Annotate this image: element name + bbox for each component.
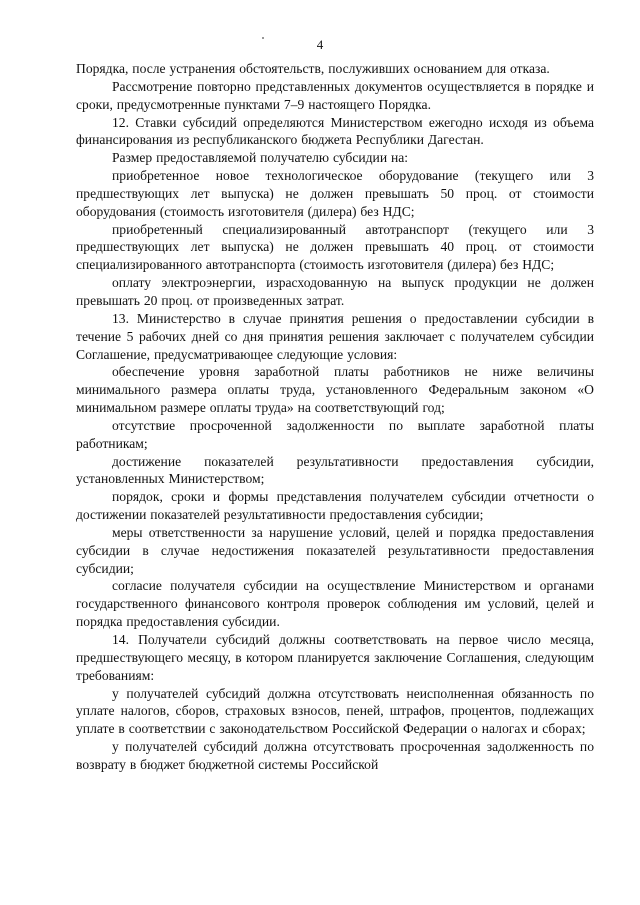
paragraph: обеспечение уровня заработной платы работников не ниже величины минимального размера оплаты труда, установленного Федеральным законом «О минимальном размере оплаты труда» на соответствующий год; bbox=[76, 364, 594, 416]
paragraph: Порядка, после устранения обстоятельств, послуживших основанием для отказа. bbox=[76, 61, 550, 76]
paragraph: 12. Ставки субсидий определяются Министерством ежегодно исходя из объема финансирования из республиканского бюджета Республики Дагестан. bbox=[76, 114, 594, 148]
document-body bbox=[76, 60, 594, 774]
paragraph: оплату электроэнергии, израсходованную на выпуск продукции не должен превышать 20 проц. от произведенных затрат. bbox=[76, 275, 594, 308]
paragraph: приобретенный специализированный автотранспорт (текущего или 3 предшествующих лет выпуска) не должен превышать 40 проц. от стоимости специализированного автотранспорта (стоимость изготовителя (дилера) без НДС; bbox=[76, 221, 594, 273]
paragraph: 14. Получатели субсидий должны соответствовать на первое число месяца, предшествующего месяцу, в котором планируется заключение Соглашения, следующим требованиям: bbox=[76, 632, 594, 683]
paragraph: порядок, сроки и формы представления получателем субсидии отчетности о достижении показателей результативности предоставления субсидии; bbox=[76, 489, 594, 523]
paragraph: отсутствие просроченной задолженности по выплате заработной платы работникам; bbox=[76, 417, 594, 451]
paragraph: достижение показателей результативности предоставления субсидии, установленных Министерством; bbox=[76, 453, 594, 487]
paragraph: у получателей субсидий должна отсутствовать просроченная задолженность по возврату в бюджет бюджетной системы Российской bbox=[76, 739, 594, 772]
paragraph: Рассмотрение повторно представленных документов осуществляется в порядке и сроки, предусмотренные пунктами 7–9 настоящего Порядка. bbox=[76, 78, 594, 112]
paragraph: согласие получателя субсидии на осуществление Министерством и органами государственного финансового контроля проверок соблюдения им условий, целей и порядка предоставления субсидии. bbox=[76, 578, 594, 630]
paragraph: Размер предоставляемой получателю субсидии на: bbox=[112, 150, 409, 166]
page-number: 4 bbox=[316, 37, 324, 52]
paragraph: у получателей субсидий должна отсутствовать неисполненная обязанность по уплате налогов, сборов, страховых взносов, пеней, штрафов, процентов, подлежащих уплате в соответствии с законодательством Российской Федерации о налогах и сборах; bbox=[76, 685, 594, 737]
paragraph: приобретенное новое технологическое оборудование (текущего или 3 предшествующих лет выпуска) не должен превышать 50 проц. от стоимости оборудования (стоимость изготовителя (дилера) без НДС; bbox=[76, 168, 594, 219]
paragraph: 13. Министерство в случае принятия решения о предоставлении субсидии в течение 5 рабочих дней со дня принятия решения заключает с получателем субсидии Соглашение, предусматривающее следующие условия: bbox=[76, 310, 594, 362]
paragraph: меры ответственности за нарушение условий, целей и порядка предоставления субсидии в случае недостижения показателей результативности предоставления субсидии; bbox=[76, 524, 594, 576]
